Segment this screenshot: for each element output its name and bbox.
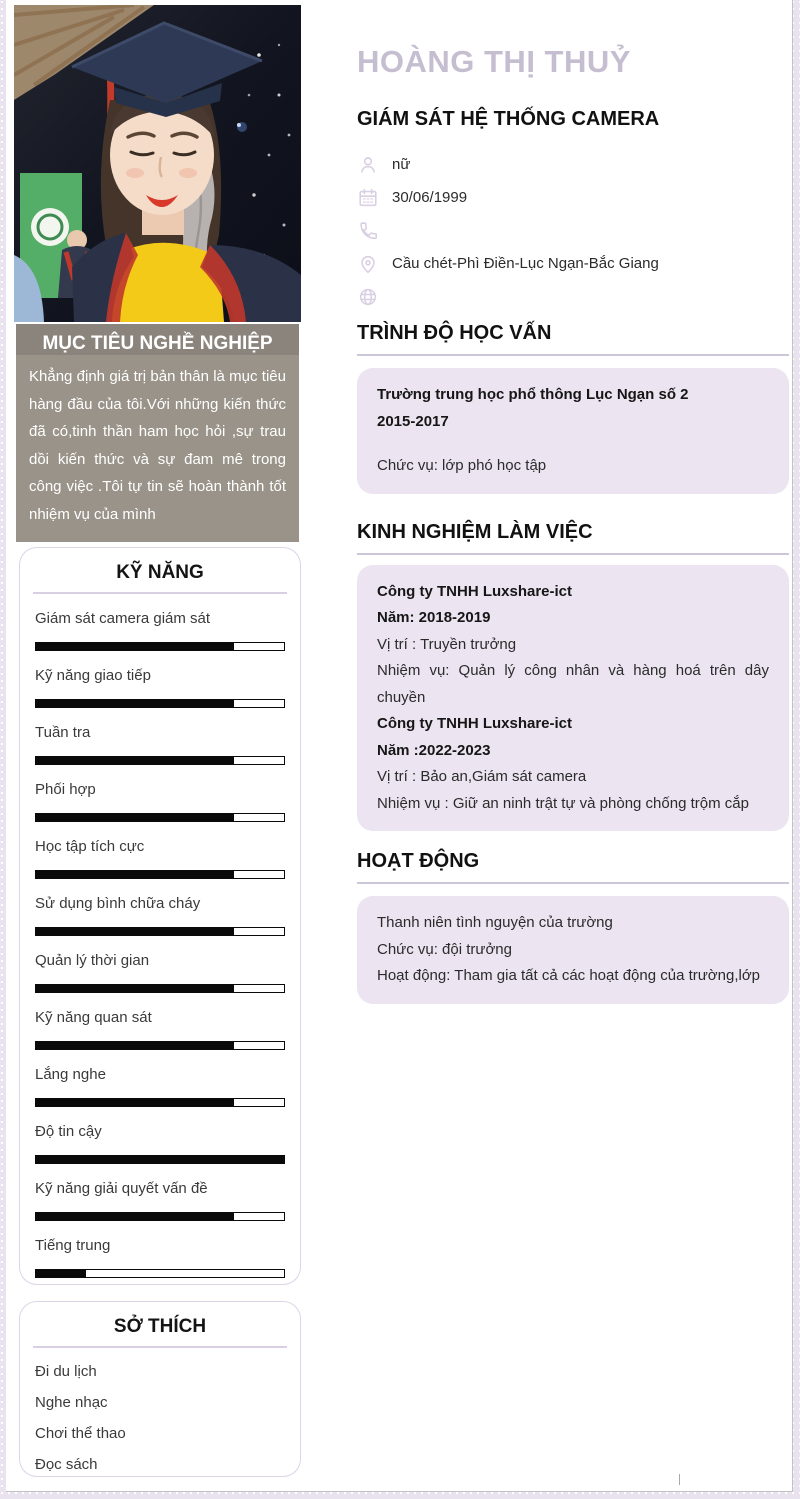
skills-title-underline [33, 592, 287, 594]
job-title: GIÁM SÁT HỆ THỐNG CAMERA [357, 108, 660, 130]
contact-row-phone [357, 214, 789, 247]
location-icon [357, 253, 379, 275]
skill-label: Kỹ năng giao tiếp [35, 666, 151, 684]
activities-card [357, 896, 789, 1004]
skill-item [35, 894, 285, 936]
globe-icon [357, 286, 379, 308]
skill-bar-track [35, 813, 285, 822]
experience-years: Năm: 2018-2019 [377, 609, 491, 626]
hobbies-section [19, 1301, 301, 1477]
candidate-name: HOÀNG THỊ THUỶ [357, 44, 631, 79]
skill-bar-fill [36, 1099, 234, 1106]
hobby-item: Nghe nhạc [35, 1393, 108, 1411]
skill-bar-fill [36, 871, 234, 878]
skill-label: Tiếng trung [35, 1236, 111, 1254]
skill-bar-fill [36, 1270, 86, 1277]
skill-label: Phối hợp [35, 780, 96, 798]
birthdate-value: 30/06/1999 [392, 189, 468, 206]
cv-page [6, 0, 793, 1492]
experience-heading: KINH NGHIỆM LÀM VIỆC [357, 520, 789, 555]
experience-duty: Nhiệm vụ: Quản lý công nhân và hàng hoá trên dây chuyền [377, 662, 769, 706]
calendar-icon [357, 187, 379, 209]
hobby-item: Chơi thể thao [35, 1424, 126, 1442]
skill-item [35, 609, 285, 651]
objective-section [16, 324, 299, 542]
skill-bar-track [35, 1155, 285, 1164]
gender-value: nữ [392, 156, 411, 173]
skill-label: Sử dụng bình chữa cháy [35, 894, 201, 912]
skill-bar-fill [36, 643, 234, 650]
education-card [357, 368, 789, 494]
skill-bar-fill [36, 757, 234, 764]
skill-label: Kỹ năng quan sát [35, 1008, 152, 1026]
skill-item [35, 780, 285, 822]
experience-years: Năm :2022-2023 [377, 741, 491, 759]
objective-title-text: MỤC TIÊU NGHỀ NGHIỆP [42, 333, 273, 354]
hobbies-title-underline [33, 1346, 287, 1348]
skill-item [35, 666, 285, 708]
contact-row-website [357, 280, 789, 313]
objective-title [16, 324, 299, 355]
spacer [377, 435, 769, 453]
hobbies-title: SỞ THÍCH [113, 1316, 207, 1337]
education-school: Trường trung học phổ thông Lục Ngạn số 2 [377, 386, 689, 403]
contact-list [357, 148, 789, 313]
skill-label: Độ tin cậy [35, 1122, 102, 1140]
skill-bar-fill [36, 1213, 234, 1220]
skill-item [35, 1236, 285, 1278]
skill-bar-fill [36, 700, 234, 707]
skill-bar-track [35, 1041, 285, 1050]
skill-item [35, 837, 285, 879]
skill-label: Kỹ năng giải quyết vấn đề [35, 1179, 208, 1197]
experience-company: Công ty TNHH Luxshare-ict [377, 582, 573, 600]
skill-bar-track [35, 984, 285, 993]
skill-bar-track [35, 756, 285, 765]
experience-duty: Nhiệm vụ : Giữ an ninh trật tự và phòng chống trộm cắp [377, 794, 749, 812]
skill-bar-track [35, 642, 285, 651]
experience-position: Vị trí : Truyền trưởng [377, 635, 517, 653]
education-role: Chức vụ: lớp phó học tập [377, 457, 547, 474]
experience-position: Vị trí : Bảo an,Giám sát camera [377, 768, 587, 785]
skill-label: Lắng nghe [35, 1065, 106, 1083]
experience-company: Công ty TNHH Luxshare-ict [377, 715, 573, 732]
skill-bar-fill [36, 985, 234, 992]
skill-label: Học tập tích cực [35, 837, 145, 855]
education-years: 2015-2017 [377, 412, 449, 430]
skill-bar-track [35, 1269, 285, 1278]
skill-label: Tuần tra [35, 723, 91, 741]
contact-row-gender [357, 148, 789, 181]
right-column [357, 44, 789, 1004]
activity-line: Thanh niên tình nguyện của trường [377, 914, 613, 931]
person-icon [357, 154, 379, 176]
education-heading: TRÌNH ĐỘ HỌC VẤN [357, 321, 789, 356]
skill-item [35, 1008, 285, 1050]
skill-label: Giám sát camera giám sát [35, 609, 211, 627]
skill-bar-fill [36, 1042, 234, 1049]
skill-bar-track [35, 1098, 285, 1107]
experience-card [357, 565, 789, 832]
skill-bar-fill [36, 928, 234, 935]
skill-label: Quản lý thời gian [35, 951, 150, 969]
cursor-artifact [679, 1474, 680, 1485]
skill-bar-track [35, 1212, 285, 1221]
skill-item [35, 1065, 285, 1107]
skill-item [35, 1122, 285, 1164]
activities-heading: HOẠT ĐỘNG [357, 849, 789, 884]
profile-photo-illustration [14, 5, 301, 322]
contact-row-birthdate [357, 181, 789, 214]
hobby-item: Đọc sách [35, 1455, 98, 1473]
skill-bar-track [35, 870, 285, 879]
skill-bar-track [35, 927, 285, 936]
skill-bar-fill [36, 814, 234, 821]
skills-section [19, 547, 301, 1285]
skill-item [35, 1179, 285, 1221]
phone-icon [357, 220, 379, 242]
activity-line: Hoạt động: Tham gia tất cả các hoạt động của trường,lớp [377, 967, 760, 984]
activity-line: Chức vụ: đội trưởng [377, 940, 512, 958]
skill-bar-track [35, 699, 285, 708]
address-value: Cầu chét-Phì Điền-Lục Ngạn-Bắc Giang [392, 255, 659, 272]
skills-title: KỸ NĂNG [116, 562, 204, 583]
objective-text: Khẳng định giá trị bản thân là mục tiêu hàng đầu của tôi.Với những kiến thức đã có,tinh thần ham học hỏi ,sự trau dồi kiến thức và sự đam mê trong công việc .Tôi tự tin sẽ hoàn thành tốt nhiệm vụ của mình [16, 355, 299, 542]
skill-item [35, 723, 285, 765]
hobby-item: Đi du lịch [35, 1362, 97, 1380]
profile-photo [14, 5, 301, 322]
skill-bar-fill [36, 1156, 284, 1163]
contact-row-address [357, 247, 789, 280]
skill-item [35, 951, 285, 993]
